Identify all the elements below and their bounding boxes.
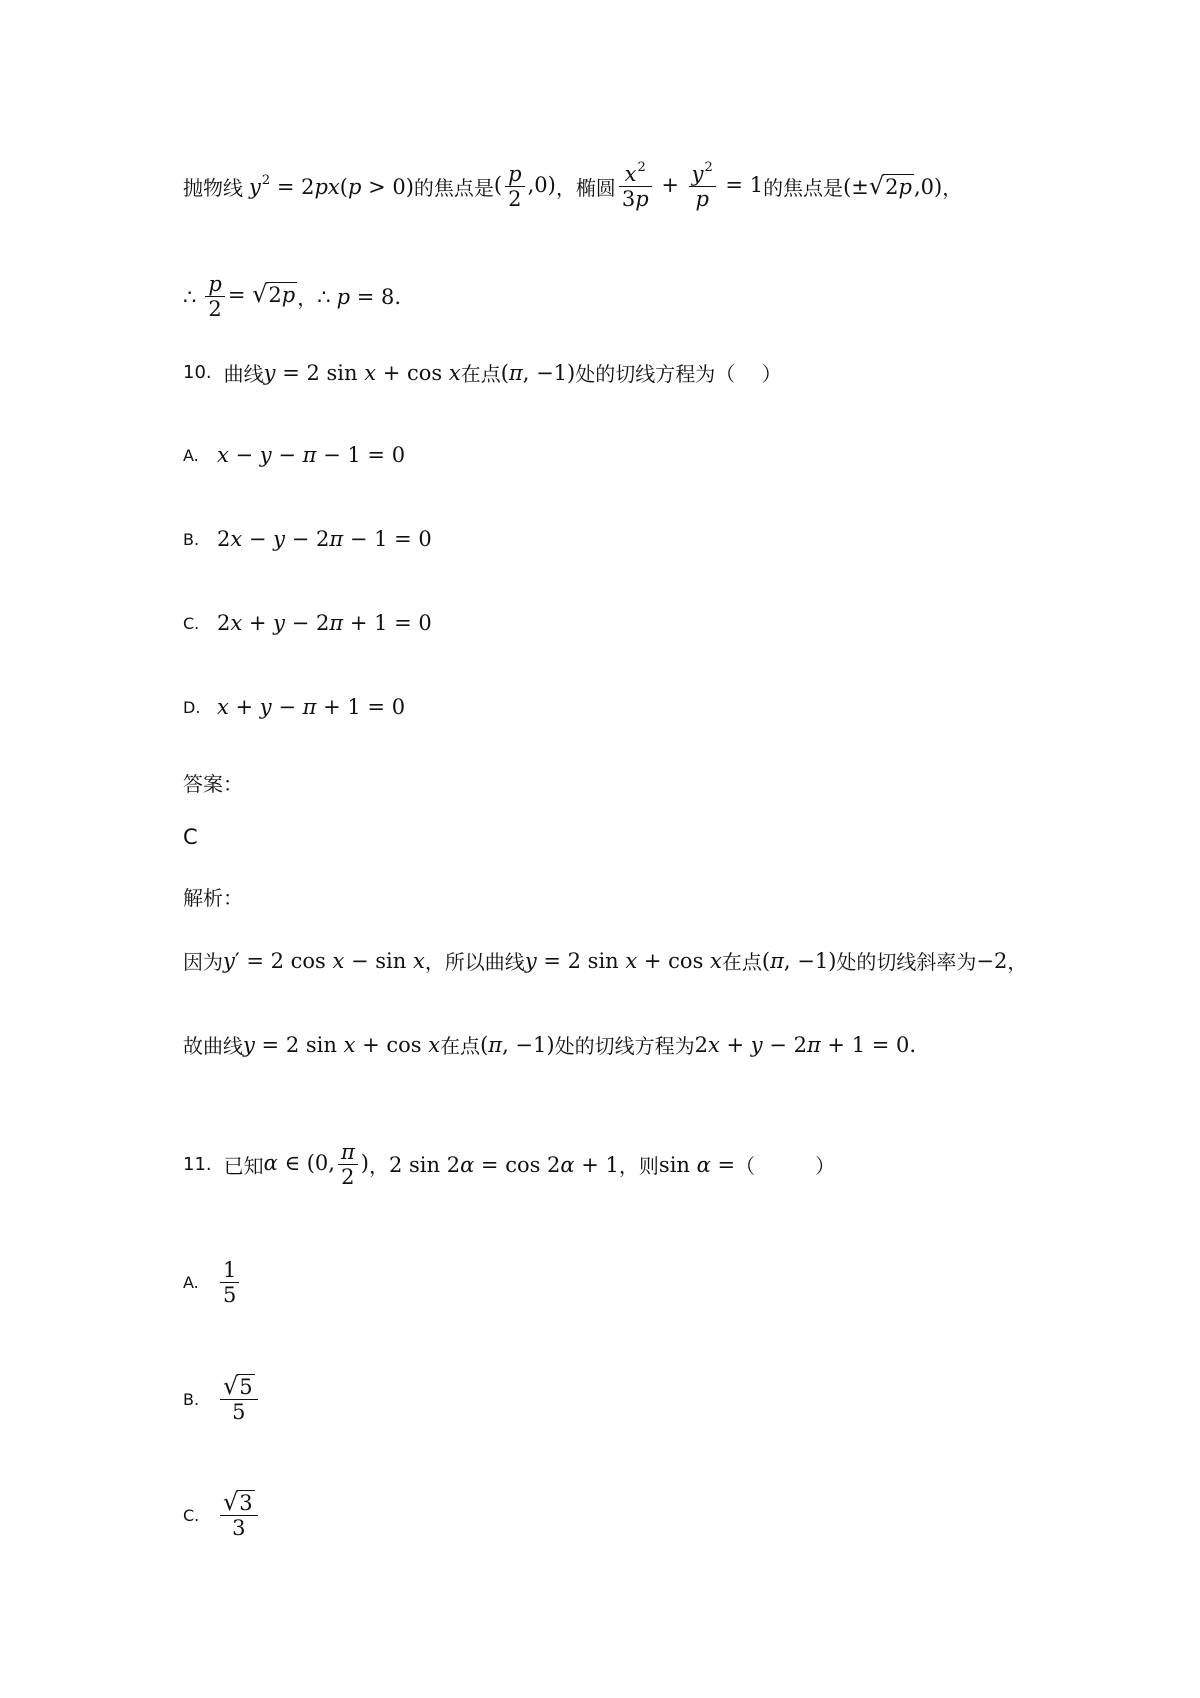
text-at-point-3: 在点: [440, 1034, 481, 1058]
text-comma-3: ，: [297, 286, 318, 311]
curve-equation-3: y = 2 sin x + cos x: [243, 1032, 441, 1057]
answer: [183, 825, 1160, 849]
q11-option-a[interactable]: [183, 1258, 1160, 1307]
trig-equation: 2 sin 2α = cos 2α + 1: [388, 1152, 619, 1177]
question10-number: 10.: [183, 362, 212, 383]
option-a-label: A.: [183, 445, 199, 465]
q11-option-b-label: B.: [183, 1389, 200, 1409]
option-c[interactable]: [183, 611, 1160, 635]
option-d-text: x + y − π + 1 = 0: [217, 695, 406, 719]
q11-option-b-value: √ 5 5: [217, 1374, 261, 1424]
text-tangent-equation-2: 处的切线方程为: [554, 1034, 695, 1058]
text-because: 因为: [183, 950, 223, 974]
derivative: y′ = 2 cos x − sin x: [223, 948, 425, 973]
option-a-text: x − y − π − 1 = 0: [217, 443, 406, 467]
slope-value: −2: [976, 948, 1008, 973]
q11-option-c-value: √ 3 3: [217, 1490, 261, 1540]
ellipse-focus: (± √ 2p ,0): [843, 172, 943, 201]
q11-option-a-value: $\frac{1}{5}$: [217, 1258, 242, 1307]
answer-heading: [183, 768, 1160, 797]
option-b-text: 2x − y − 2π − 1 = 0: [217, 527, 432, 551]
parabola-focus: ( $\frac{p}{2}$ ,0): [493, 162, 556, 212]
question10-stem: [183, 358, 1160, 387]
q11-option-c[interactable]: [183, 1490, 1160, 1540]
therefore-symbol-2: ∴: [317, 284, 331, 309]
therefore-symbol: ∴: [183, 284, 197, 309]
point: (π, −1): [500, 360, 576, 385]
p-result: p = 8: [336, 284, 395, 309]
option-a[interactable]: [183, 443, 1160, 467]
answer-heading-text: 答案：: [183, 772, 243, 796]
option-c-label: C.: [183, 613, 200, 633]
solution9-line1: [183, 162, 1160, 211]
q11-option-b[interactable]: [183, 1374, 1160, 1424]
solution9-line2: [183, 272, 1160, 321]
option-d[interactable]: [183, 695, 1160, 719]
focus-equality: $\frac{p}{2}$ = √ 2p: [202, 272, 297, 321]
text-then: ，则: [618, 1154, 659, 1179]
text-known: 已知: [223, 1154, 264, 1179]
analysis-heading: [183, 882, 1160, 911]
option-b-label: B.: [183, 529, 200, 549]
answer-value: C: [183, 825, 198, 849]
text-comma-5: ，: [1007, 950, 1028, 974]
text-tangent-equation: 处的切线方程为（ ）: [575, 362, 782, 386]
curve-equation: y = 2 sin x + cos x: [263, 360, 461, 385]
alpha-interval: α ∈ (0, $\frac{\pi}{2}$ ): [263, 1140, 369, 1190]
text-comma-6: ，: [368, 1154, 389, 1179]
text-comma-4: ，: [424, 950, 445, 974]
option-d-label: D.: [183, 697, 201, 717]
point-2: (π, −1): [761, 948, 837, 973]
text-ellipse: 椭圆: [575, 176, 616, 201]
ellipse-equation: $\frac{x^2}{3p}$ + $\frac{y^2}{p}$ = 1: [616, 162, 763, 211]
analysis-heading-text: 解析：: [183, 886, 243, 910]
text-so-curve: 所以曲线: [444, 950, 525, 974]
option-b[interactable]: [183, 527, 1160, 551]
text-focus-is: 的焦点是: [413, 176, 494, 201]
text-hence-curve: 故曲线: [183, 1034, 243, 1058]
question11-number: 11.: [183, 1154, 212, 1176]
analysis-line2: [183, 1030, 1160, 1059]
text-slope: 处的切线斜率为: [836, 950, 977, 974]
q11-option-c-label: C.: [183, 1505, 200, 1525]
tangent-line-result: 2x + y − 2π + 1 = 0: [694, 1032, 910, 1057]
text-comma: ，: [555, 176, 576, 201]
question11-stem: [183, 1140, 1160, 1189]
text-period: .: [394, 284, 402, 309]
text-comma-2: ，: [942, 176, 963, 201]
answer-blank: （ ）: [735, 1154, 836, 1179]
text-at-point-2: 在点: [721, 950, 762, 974]
option-c-text: 2x + y − 2π + 1 = 0: [217, 611, 432, 635]
q11-option-a-label: A.: [183, 1273, 199, 1293]
parabola-equation: $y^2 = 2px(p > 0)$: [249, 172, 414, 199]
analysis-line1: [183, 946, 1160, 975]
curve-equation-2: y = 2 sin x + cos x: [524, 948, 722, 973]
text-focus-is-2: 的焦点是: [763, 176, 844, 201]
text-at-point: 在点: [460, 362, 501, 386]
sin-alpha: sin α =: [658, 1152, 736, 1177]
text-period-2: .: [909, 1032, 917, 1057]
text-parabola: 抛物线: [183, 176, 243, 201]
point-3: (π, −1): [480, 1032, 555, 1057]
text-curve: 曲线: [223, 362, 264, 386]
